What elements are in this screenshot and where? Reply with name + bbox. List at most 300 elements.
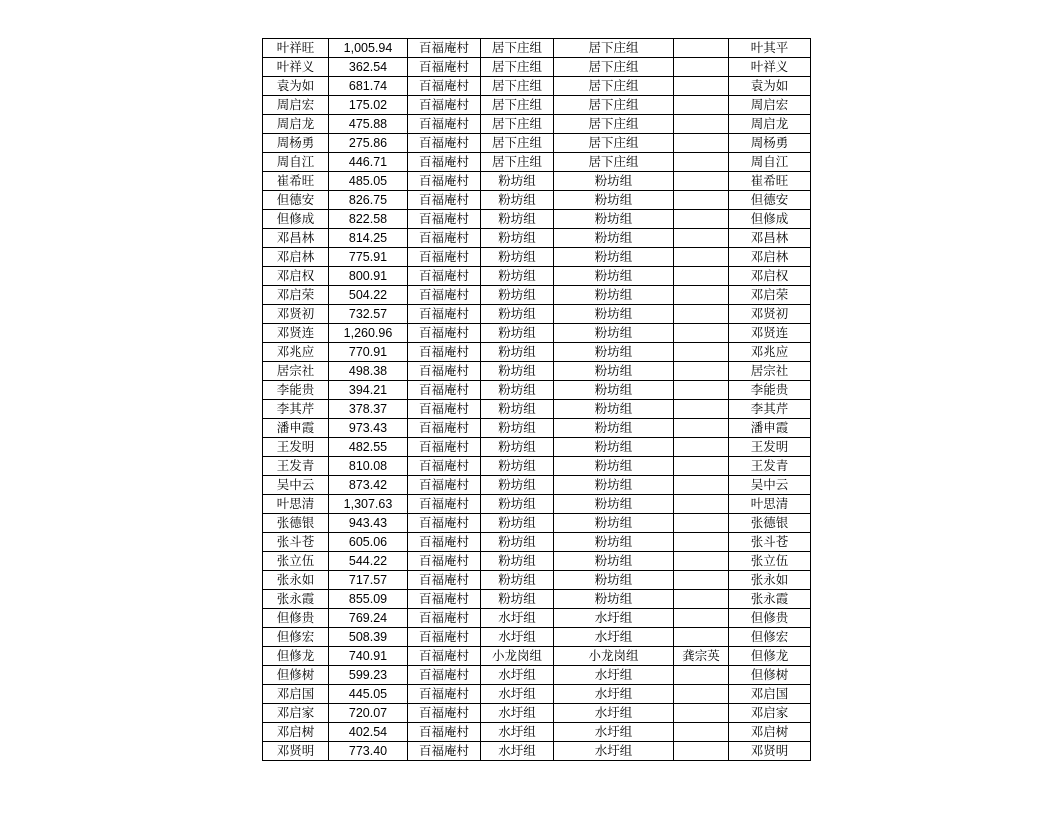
- signer-cell: 吴中云: [729, 476, 811, 495]
- group-detail-cell: 粉坊组: [554, 248, 674, 267]
- area-cell: 720.07: [329, 704, 408, 723]
- area-cell: 498.38: [329, 362, 408, 381]
- group-cell: 居下庄组: [481, 77, 554, 96]
- village-cell: 百福庵村: [408, 628, 481, 647]
- agent-cell: [674, 742, 729, 761]
- table-row: [263, 438, 811, 457]
- group-detail-cell: 水圩组: [554, 742, 674, 761]
- group-detail-cell: 居下庄组: [554, 96, 674, 115]
- group-cell: 粉坊组: [481, 286, 554, 305]
- agent-cell: [674, 286, 729, 305]
- village-cell: 百福庵村: [408, 685, 481, 704]
- agent-cell: [674, 77, 729, 96]
- table-row: [263, 210, 811, 229]
- agent-cell: [674, 457, 729, 476]
- group-detail-cell: 水圩组: [554, 685, 674, 704]
- agent-cell: [674, 229, 729, 248]
- agent-cell: [674, 438, 729, 457]
- group-detail-cell: 粉坊组: [554, 400, 674, 419]
- table-row: [263, 457, 811, 476]
- group-cell: 粉坊组: [481, 210, 554, 229]
- area-cell: 378.37: [329, 400, 408, 419]
- agent-cell: [674, 400, 729, 419]
- village-cell: 百福庵村: [408, 495, 481, 514]
- agent-cell: [674, 476, 729, 495]
- agent-cell: [674, 58, 729, 77]
- village-cell: 百福庵村: [408, 590, 481, 609]
- area-cell: 826.75: [329, 191, 408, 210]
- group-cell: 粉坊组: [481, 343, 554, 362]
- name-cell: 但修贵: [263, 609, 329, 628]
- village-cell: 百福庵村: [408, 704, 481, 723]
- agent-cell: [674, 571, 729, 590]
- village-cell: 百福庵村: [408, 39, 481, 58]
- name-cell: 王发明: [263, 438, 329, 457]
- signer-cell: 但修贵: [729, 609, 811, 628]
- table-row: [263, 39, 811, 58]
- area-cell: 362.54: [329, 58, 408, 77]
- agent-cell: [674, 305, 729, 324]
- area-cell: 855.09: [329, 590, 408, 609]
- table-row: [263, 647, 811, 666]
- table-row: [263, 248, 811, 267]
- area-cell: 769.24: [329, 609, 408, 628]
- group-detail-cell: 粉坊组: [554, 514, 674, 533]
- signer-cell: 但修树: [729, 666, 811, 685]
- name-cell: 周启龙: [263, 115, 329, 134]
- group-detail-cell: 居下庄组: [554, 58, 674, 77]
- table-row: [263, 476, 811, 495]
- signer-cell: 邓贤明: [729, 742, 811, 761]
- agent-cell: [674, 723, 729, 742]
- agent-cell: [674, 172, 729, 191]
- agent-cell: [674, 248, 729, 267]
- area-cell: 544.22: [329, 552, 408, 571]
- signer-cell: 邓贤连: [729, 324, 811, 343]
- area-cell: 732.57: [329, 305, 408, 324]
- village-cell: 百福庵村: [408, 742, 481, 761]
- table-row: [263, 495, 811, 514]
- table-row: [263, 419, 811, 438]
- agent-cell: [674, 381, 729, 400]
- agent-cell: [674, 609, 729, 628]
- name-cell: 邓贤初: [263, 305, 329, 324]
- group-cell: 粉坊组: [481, 438, 554, 457]
- table-row: [263, 514, 811, 533]
- village-cell: 百福庵村: [408, 476, 481, 495]
- name-cell: 但修树: [263, 666, 329, 685]
- area-cell: 482.55: [329, 438, 408, 457]
- table-row: [263, 628, 811, 647]
- group-cell: 居下庄组: [481, 115, 554, 134]
- village-cell: 百福庵村: [408, 609, 481, 628]
- name-cell: 邓贤连: [263, 324, 329, 343]
- group-cell: 居下庄组: [481, 134, 554, 153]
- agent-cell: [674, 590, 729, 609]
- group-detail-cell: 粉坊组: [554, 172, 674, 191]
- name-cell: 但修成: [263, 210, 329, 229]
- agent-cell: [674, 628, 729, 647]
- group-cell: 粉坊组: [481, 362, 554, 381]
- village-cell: 百福庵村: [408, 400, 481, 419]
- table-row: [263, 742, 811, 761]
- ledger-body: [263, 39, 811, 761]
- name-cell: 王发青: [263, 457, 329, 476]
- village-cell: 百福庵村: [408, 324, 481, 343]
- village-cell: 百福庵村: [408, 457, 481, 476]
- group-cell: 粉坊组: [481, 172, 554, 191]
- group-cell: 粉坊组: [481, 267, 554, 286]
- table-row: [263, 609, 811, 628]
- group-cell: 粉坊组: [481, 324, 554, 343]
- village-cell: 百福庵村: [408, 305, 481, 324]
- name-cell: 张德银: [263, 514, 329, 533]
- table-row: [263, 381, 811, 400]
- group-cell: 居下庄组: [481, 153, 554, 172]
- agent-cell: [674, 685, 729, 704]
- area-cell: 814.25: [329, 229, 408, 248]
- signer-cell: 邓启荣: [729, 286, 811, 305]
- group-cell: 粉坊组: [481, 400, 554, 419]
- table-row: [263, 96, 811, 115]
- name-cell: 崔希旺: [263, 172, 329, 191]
- name-cell: 邓启国: [263, 685, 329, 704]
- signer-cell: 崔希旺: [729, 172, 811, 191]
- village-cell: 百福庵村: [408, 571, 481, 590]
- table-row: [263, 267, 811, 286]
- name-cell: 张永霞: [263, 590, 329, 609]
- signer-cell: 邓启家: [729, 704, 811, 723]
- group-detail-cell: 粉坊组: [554, 286, 674, 305]
- name-cell: 但修宏: [263, 628, 329, 647]
- area-cell: 446.71: [329, 153, 408, 172]
- signer-cell: 周启龙: [729, 115, 811, 134]
- table-row: [263, 723, 811, 742]
- signer-cell: 邓贤初: [729, 305, 811, 324]
- group-detail-cell: 粉坊组: [554, 191, 674, 210]
- agent-cell: [674, 343, 729, 362]
- table-row: [263, 571, 811, 590]
- name-cell: 邓昌林: [263, 229, 329, 248]
- signer-cell: 居宗社: [729, 362, 811, 381]
- village-cell: 百福庵村: [408, 210, 481, 229]
- group-detail-cell: 粉坊组: [554, 324, 674, 343]
- signer-cell: 但修龙: [729, 647, 811, 666]
- signer-cell: 邓昌林: [729, 229, 811, 248]
- village-cell: 百福庵村: [408, 666, 481, 685]
- table-row: [263, 533, 811, 552]
- village-cell: 百福庵村: [408, 419, 481, 438]
- village-cell: 百福庵村: [408, 96, 481, 115]
- name-cell: 张斗苍: [263, 533, 329, 552]
- name-cell: 袁为如: [263, 77, 329, 96]
- village-cell: 百福庵村: [408, 191, 481, 210]
- group-detail-cell: 粉坊组: [554, 590, 674, 609]
- group-cell: 居下庄组: [481, 96, 554, 115]
- table-row: [263, 286, 811, 305]
- village-cell: 百福庵村: [408, 267, 481, 286]
- signer-cell: 邓启树: [729, 723, 811, 742]
- signer-cell: 袁为如: [729, 77, 811, 96]
- signer-cell: 周自江: [729, 153, 811, 172]
- table-row: [263, 362, 811, 381]
- group-cell: 小龙岗组: [481, 647, 554, 666]
- village-cell: 百福庵村: [408, 533, 481, 552]
- agent-cell: [674, 704, 729, 723]
- group-detail-cell: 水圩组: [554, 723, 674, 742]
- name-cell: 张永如: [263, 571, 329, 590]
- group-detail-cell: 粉坊组: [554, 552, 674, 571]
- group-cell: 水圩组: [481, 723, 554, 742]
- signer-cell: 但修成: [729, 210, 811, 229]
- agent-cell: [674, 267, 729, 286]
- agent-cell: [674, 134, 729, 153]
- group-detail-cell: 水圩组: [554, 666, 674, 685]
- table-row: [263, 685, 811, 704]
- village-cell: 百福庵村: [408, 381, 481, 400]
- village-cell: 百福庵村: [408, 172, 481, 191]
- group-detail-cell: 水圩组: [554, 704, 674, 723]
- group-cell: 粉坊组: [481, 476, 554, 495]
- name-cell: 邓兆应: [263, 343, 329, 362]
- village-cell: 百福庵村: [408, 134, 481, 153]
- group-cell: 粉坊组: [481, 419, 554, 438]
- group-cell: 粉坊组: [481, 514, 554, 533]
- group-cell: 水圩组: [481, 742, 554, 761]
- area-cell: 717.57: [329, 571, 408, 590]
- group-cell: 粉坊组: [481, 229, 554, 248]
- group-cell: 水圩组: [481, 704, 554, 723]
- area-cell: 475.88: [329, 115, 408, 134]
- group-cell: 粉坊组: [481, 533, 554, 552]
- group-cell: 水圩组: [481, 685, 554, 704]
- table-row: [263, 191, 811, 210]
- name-cell: 邓贤明: [263, 742, 329, 761]
- group-detail-cell: 粉坊组: [554, 571, 674, 590]
- name-cell: 张立伍: [263, 552, 329, 571]
- signer-cell: 邓启林: [729, 248, 811, 267]
- village-cell: 百福庵村: [408, 723, 481, 742]
- name-cell: 周杨勇: [263, 134, 329, 153]
- group-cell: 水圩组: [481, 628, 554, 647]
- agent-cell: [674, 666, 729, 685]
- group-detail-cell: 粉坊组: [554, 495, 674, 514]
- group-detail-cell: 粉坊组: [554, 476, 674, 495]
- name-cell: 周自江: [263, 153, 329, 172]
- group-detail-cell: 粉坊组: [554, 457, 674, 476]
- group-cell: 水圩组: [481, 609, 554, 628]
- village-cell: 百福庵村: [408, 286, 481, 305]
- group-cell: 水圩组: [481, 666, 554, 685]
- signer-cell: 叶其平: [729, 39, 811, 58]
- agent-cell: [674, 153, 729, 172]
- table-row: [263, 77, 811, 96]
- signer-cell: 李其芹: [729, 400, 811, 419]
- table-row: [263, 400, 811, 419]
- area-cell: 770.91: [329, 343, 408, 362]
- signer-cell: 张永如: [729, 571, 811, 590]
- area-cell: 973.43: [329, 419, 408, 438]
- agent-cell: [674, 514, 729, 533]
- signer-cell: 邓兆应: [729, 343, 811, 362]
- area-cell: 681.74: [329, 77, 408, 96]
- area-cell: 943.43: [329, 514, 408, 533]
- area-cell: 810.08: [329, 457, 408, 476]
- group-detail-cell: 粉坊组: [554, 533, 674, 552]
- group-detail-cell: 水圩组: [554, 609, 674, 628]
- area-cell: 402.54: [329, 723, 408, 742]
- signer-cell: 王发青: [729, 457, 811, 476]
- signer-cell: 王发明: [729, 438, 811, 457]
- group-detail-cell: 居下庄组: [554, 153, 674, 172]
- village-cell: 百福庵村: [408, 77, 481, 96]
- signer-cell: 张永霞: [729, 590, 811, 609]
- name-cell: 叶祥旺: [263, 39, 329, 58]
- signer-cell: 但修宏: [729, 628, 811, 647]
- signer-cell: 邓启国: [729, 685, 811, 704]
- group-cell: 粉坊组: [481, 571, 554, 590]
- signer-cell: 张斗苍: [729, 533, 811, 552]
- group-cell: 居下庄组: [481, 58, 554, 77]
- agent-cell: [674, 552, 729, 571]
- name-cell: 潘申霞: [263, 419, 329, 438]
- group-cell: 粉坊组: [481, 191, 554, 210]
- name-cell: 邓启树: [263, 723, 329, 742]
- name-cell: 邓启家: [263, 704, 329, 723]
- village-cell: 百福庵村: [408, 552, 481, 571]
- area-cell: 599.23: [329, 666, 408, 685]
- area-cell: 800.91: [329, 267, 408, 286]
- group-detail-cell: 粉坊组: [554, 267, 674, 286]
- group-detail-cell: 粉坊组: [554, 210, 674, 229]
- village-cell: 百福庵村: [408, 229, 481, 248]
- area-cell: 445.05: [329, 685, 408, 704]
- table-row: [263, 305, 811, 324]
- signer-cell: 周杨勇: [729, 134, 811, 153]
- group-detail-cell: 居下庄组: [554, 115, 674, 134]
- table-row: [263, 115, 811, 134]
- agent-cell: [674, 324, 729, 343]
- area-cell: 740.91: [329, 647, 408, 666]
- signer-cell: 邓启权: [729, 267, 811, 286]
- table-row: [263, 58, 811, 77]
- area-cell: 873.42: [329, 476, 408, 495]
- area-cell: 822.58: [329, 210, 408, 229]
- group-detail-cell: 粉坊组: [554, 438, 674, 457]
- table-row: [263, 134, 811, 153]
- village-cell: 百福庵村: [408, 514, 481, 533]
- village-cell: 百福庵村: [408, 647, 481, 666]
- group-detail-cell: 居下庄组: [554, 134, 674, 153]
- table-row: [263, 324, 811, 343]
- group-cell: 粉坊组: [481, 590, 554, 609]
- agent-cell: [674, 533, 729, 552]
- group-detail-cell: 居下庄组: [554, 39, 674, 58]
- village-cell: 百福庵村: [408, 438, 481, 457]
- group-detail-cell: 居下庄组: [554, 77, 674, 96]
- area-cell: 394.21: [329, 381, 408, 400]
- group-detail-cell: 粉坊组: [554, 305, 674, 324]
- signer-cell: 张德银: [729, 514, 811, 533]
- area-cell: 1,260.96: [329, 324, 408, 343]
- group-cell: 粉坊组: [481, 552, 554, 571]
- signer-cell: 但德安: [729, 191, 811, 210]
- name-cell: 叶思清: [263, 495, 329, 514]
- group-detail-cell: 水圩组: [554, 628, 674, 647]
- name-cell: 叶祥义: [263, 58, 329, 77]
- village-cell: 百福庵村: [408, 248, 481, 267]
- area-cell: 508.39: [329, 628, 408, 647]
- village-cell: 百福庵村: [408, 153, 481, 172]
- group-detail-cell: 粉坊组: [554, 381, 674, 400]
- table-row: [263, 172, 811, 191]
- signer-cell: 周启宏: [729, 96, 811, 115]
- group-detail-cell: 粉坊组: [554, 229, 674, 248]
- signer-cell: 潘申霞: [729, 419, 811, 438]
- agent-cell: [674, 210, 729, 229]
- group-detail-cell: 粉坊组: [554, 419, 674, 438]
- agent-cell: [674, 96, 729, 115]
- table-row: [263, 229, 811, 248]
- group-cell: 粉坊组: [481, 248, 554, 267]
- village-cell: 百福庵村: [408, 362, 481, 381]
- signer-cell: 叶祥义: [729, 58, 811, 77]
- group-cell: 居下庄组: [481, 39, 554, 58]
- signer-cell: 张立伍: [729, 552, 811, 571]
- name-cell: 李其芹: [263, 400, 329, 419]
- agent-cell: [674, 495, 729, 514]
- group-cell: 粉坊组: [481, 381, 554, 400]
- table-row: [263, 590, 811, 609]
- table-row: [263, 343, 811, 362]
- name-cell: 邓启林: [263, 248, 329, 267]
- agent-cell: [674, 419, 729, 438]
- area-cell: 175.02: [329, 96, 408, 115]
- agent-cell: [674, 115, 729, 134]
- name-cell: 邓启荣: [263, 286, 329, 305]
- area-cell: 504.22: [329, 286, 408, 305]
- agent-cell: 龚宗英: [674, 647, 729, 666]
- village-cell: 百福庵村: [408, 58, 481, 77]
- table-row: [263, 704, 811, 723]
- name-cell: 但德安: [263, 191, 329, 210]
- table-row: [263, 153, 811, 172]
- group-cell: 粉坊组: [481, 495, 554, 514]
- signer-cell: 叶思清: [729, 495, 811, 514]
- group-cell: 粉坊组: [481, 305, 554, 324]
- village-cell: 百福庵村: [408, 343, 481, 362]
- area-cell: 1,005.94: [329, 39, 408, 58]
- agent-cell: [674, 362, 729, 381]
- area-cell: 775.91: [329, 248, 408, 267]
- group-cell: 粉坊组: [481, 457, 554, 476]
- group-detail-cell: 粉坊组: [554, 343, 674, 362]
- area-cell: 1,307.63: [329, 495, 408, 514]
- ledger-table: [262, 38, 811, 761]
- area-cell: 773.40: [329, 742, 408, 761]
- agent-cell: [674, 39, 729, 58]
- area-cell: 275.86: [329, 134, 408, 153]
- name-cell: 但修龙: [263, 647, 329, 666]
- signer-cell: 李能贵: [729, 381, 811, 400]
- table-row: [263, 552, 811, 571]
- name-cell: 周启宏: [263, 96, 329, 115]
- name-cell: 吴中云: [263, 476, 329, 495]
- name-cell: 居宗社: [263, 362, 329, 381]
- name-cell: 邓启权: [263, 267, 329, 286]
- group-detail-cell: 小龙岗组: [554, 647, 674, 666]
- agent-cell: [674, 191, 729, 210]
